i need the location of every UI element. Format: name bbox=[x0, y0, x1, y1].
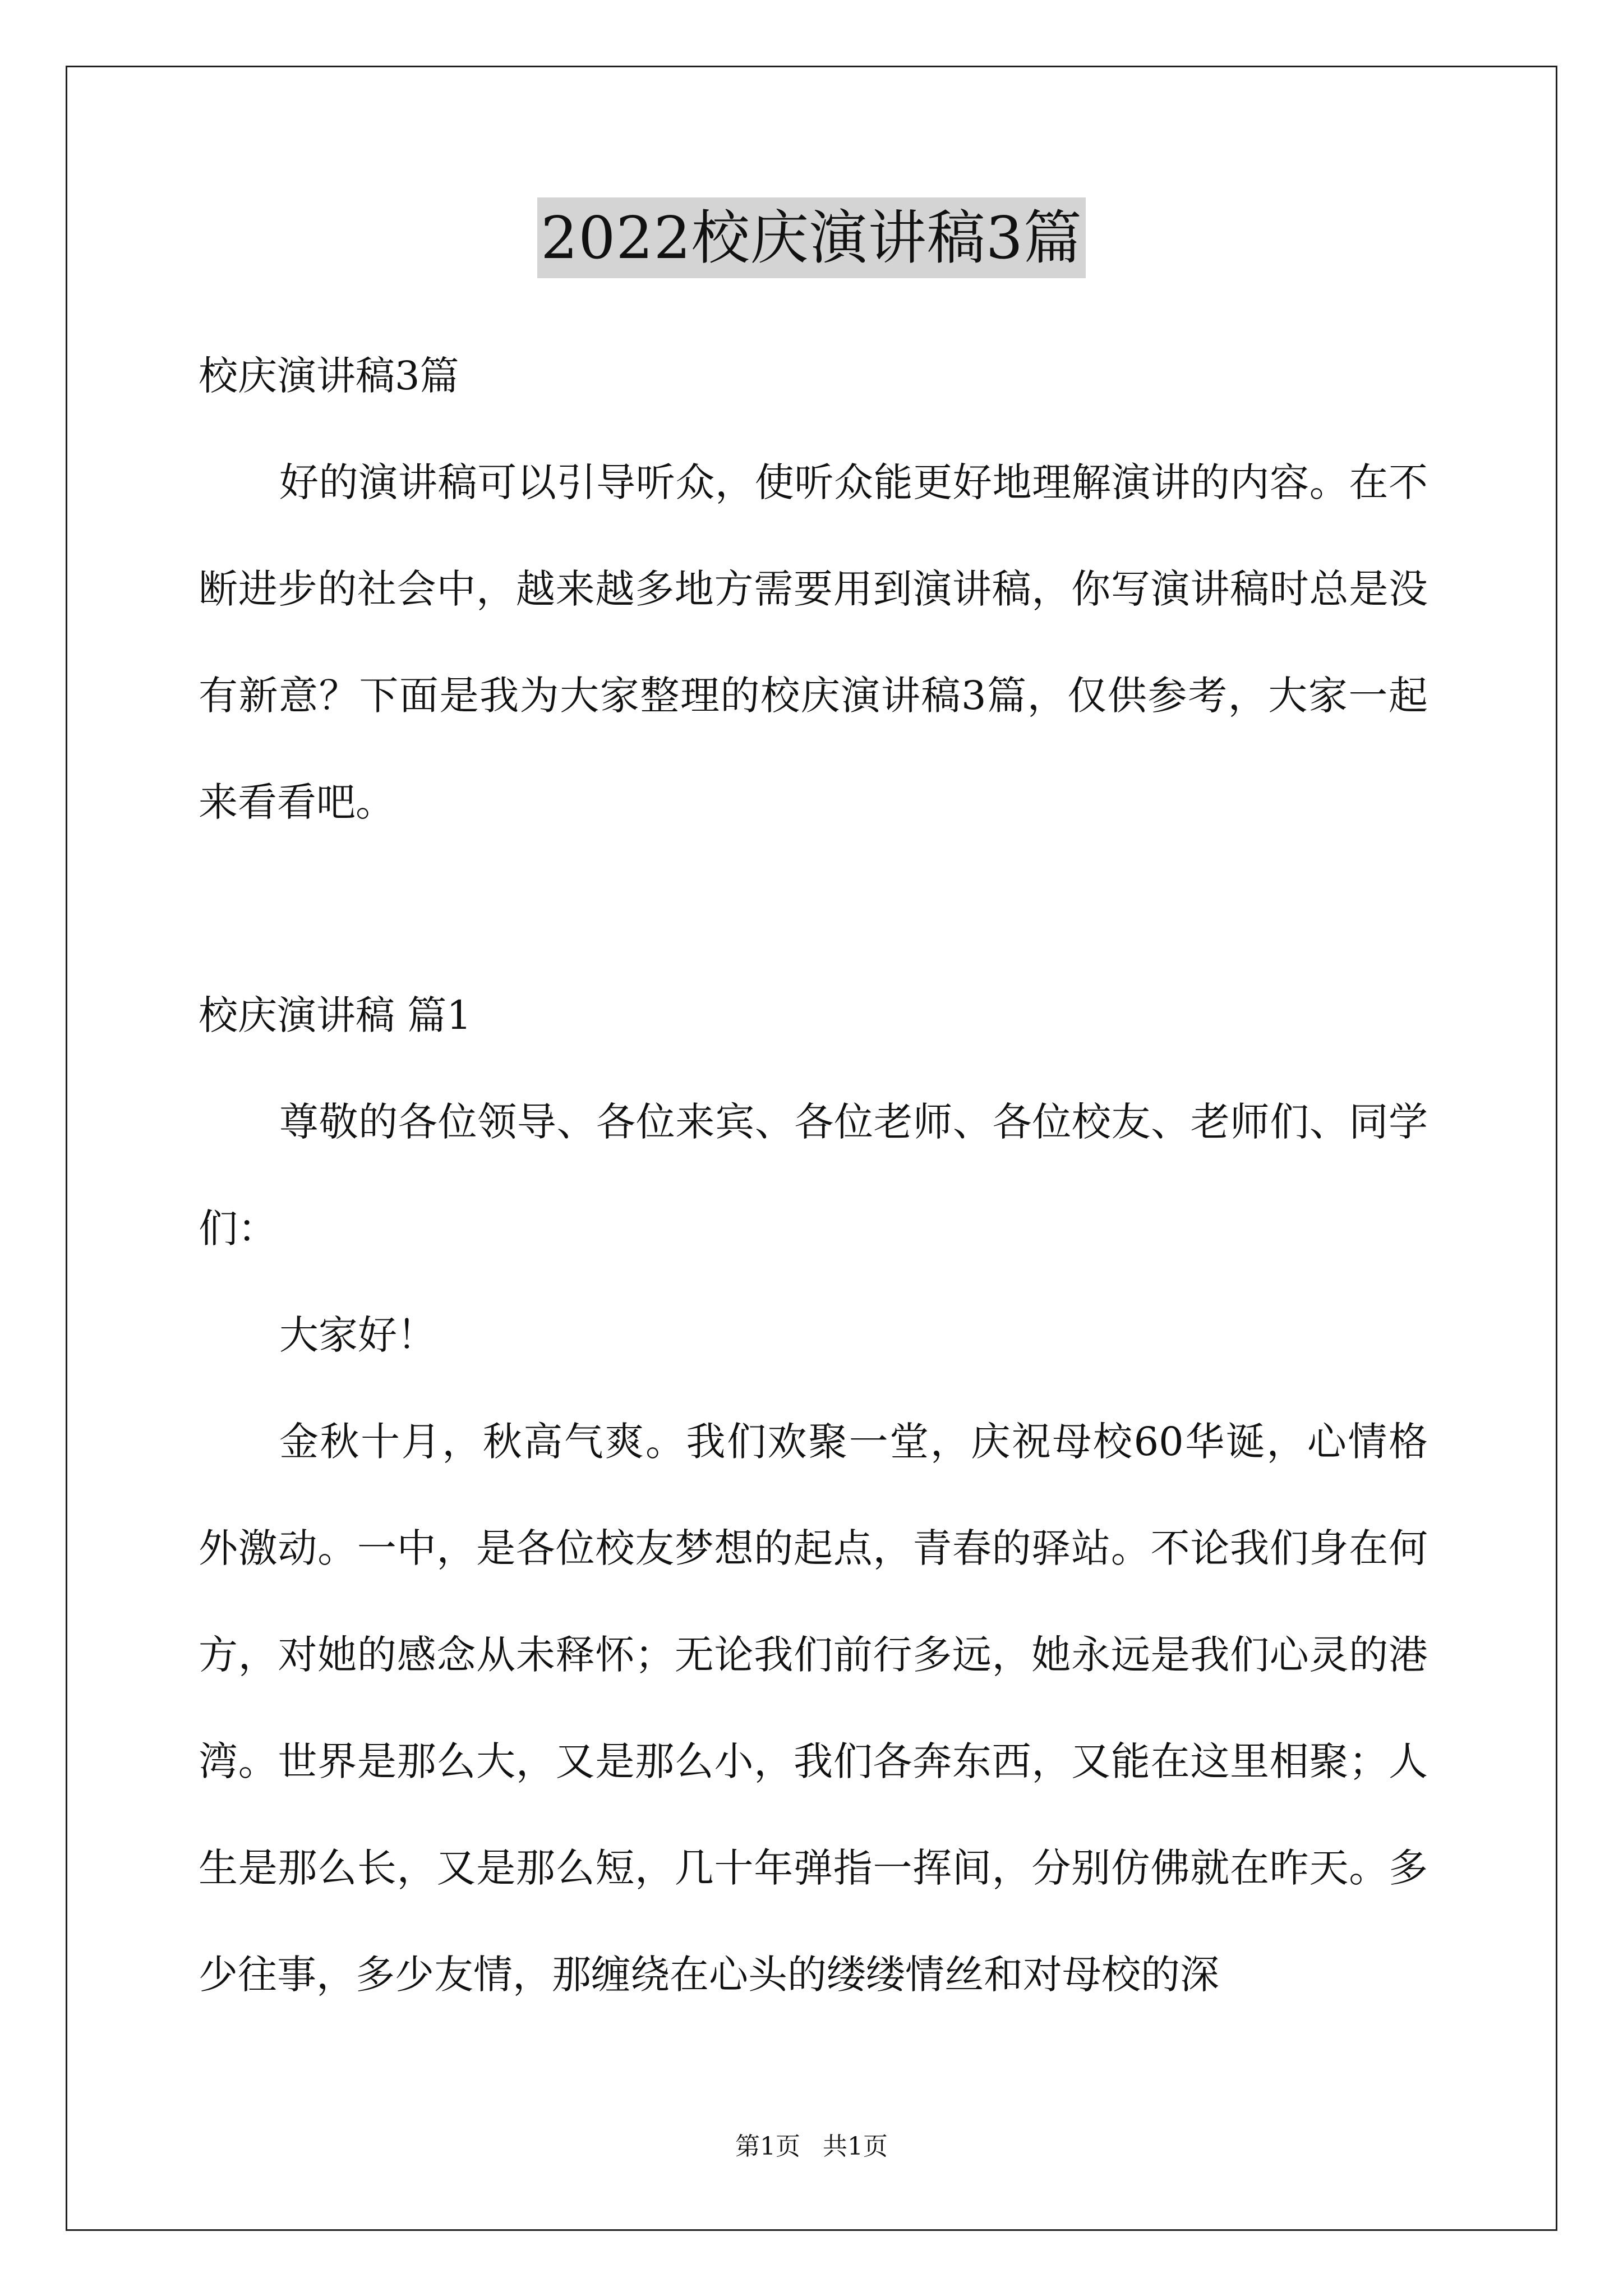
page-footer bbox=[0, 2130, 1623, 2164]
body-paragraph: 金秋十月，秋高气爽。我们欢聚一堂，庆祝母校60华诞，心情格外激动。一中，是各位校友梦想的起点，青春的驿站。不论我们身在何方，对她的感念从未释怀；无论我们前行多远，她永远是我们心灵的港湾。世界是那么大，又是那么小，我们各奔东西，又能在这里相聚；人生是那么长，又是那么短，几十年弹指一挥间，分别仿佛就在昨天。多少往事，多少友情，那缠绕在心头的缕缕情丝和对母校的深 bbox=[199, 1419, 1428, 1998]
page-number-current: 第1页 bbox=[735, 2132, 800, 2161]
document-title: 2022校庆演讲稿3篇 bbox=[537, 197, 1086, 278]
title-container bbox=[0, 197, 1623, 278]
intro-paragraph: 好的演讲稿可以引导听众，使听众能更好地理解演讲的内容。在不断进步的社会中，越来越多地方需要用到演讲稿，你写演讲稿时总是没有新意？下面是我为大家整理的校庆演讲稿3篇，仅供参考，大家一起来看看吧。 bbox=[199, 459, 1428, 825]
document-body bbox=[199, 323, 1428, 2028]
hello-paragraph: 大家好！ bbox=[279, 1312, 436, 1358]
greeting-paragraph: 尊敬的各位领导、各位来宾、各位老师、各位校友、老师们、同学们： bbox=[199, 1099, 1428, 1251]
paragraph-gap bbox=[199, 855, 1428, 962]
document-subtitle: 校庆演讲稿3篇 bbox=[199, 353, 459, 399]
section-heading: 校庆演讲稿 篇1 bbox=[199, 992, 472, 1038]
page-number-total: 共1页 bbox=[823, 2132, 888, 2161]
